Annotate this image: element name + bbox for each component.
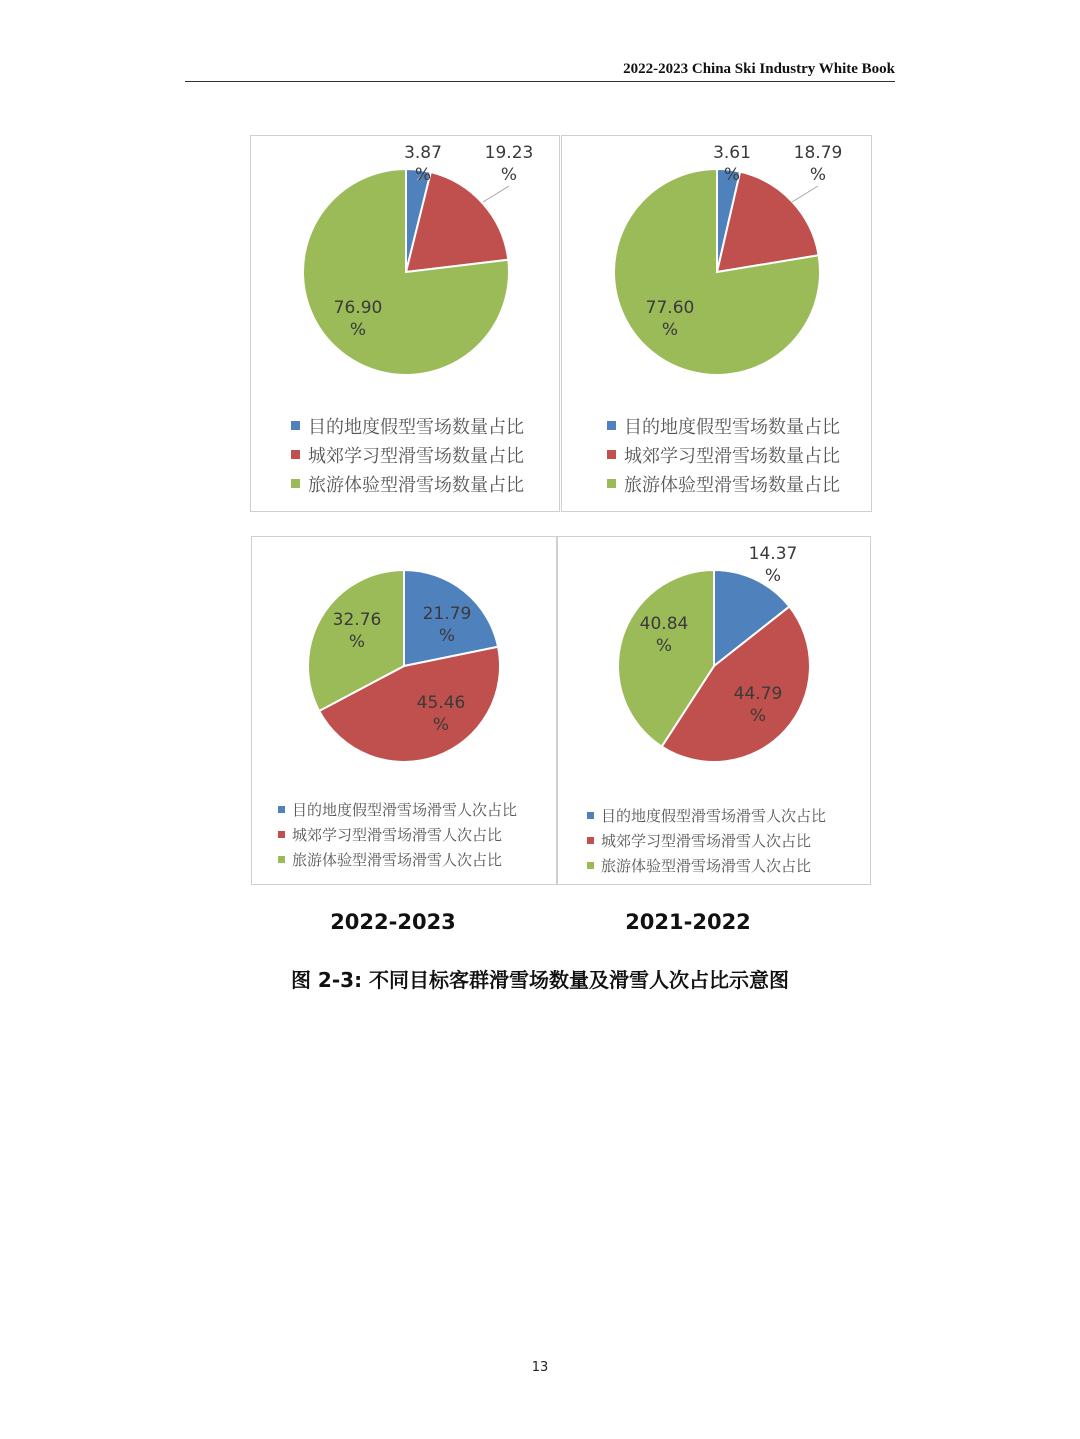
legend-swatch-blue <box>607 421 616 430</box>
legend-swatch-red <box>278 831 285 838</box>
legend-swatch-red <box>587 837 594 844</box>
legend-swatch-green <box>291 479 300 488</box>
page-number: 13 <box>531 1360 549 1375</box>
data-label-line: 45.46 <box>416 693 466 713</box>
data-label-line: % <box>655 636 673 656</box>
chart-panel-resort-count-2021-2022 <box>561 135 872 512</box>
legend-label: 旅游体验型滑雪场滑雪人次占比 <box>292 851 503 869</box>
data-label-line: 3.87 <box>404 143 442 163</box>
legend <box>291 411 524 498</box>
data-label-line: 77.60 <box>645 298 695 318</box>
leader-line <box>792 186 818 202</box>
legend-label: 城郊学习型滑雪场数量占比 <box>308 445 524 467</box>
legend-item <box>291 411 524 440</box>
legend-label: 目的地度假型滑雪场滑雪人次占比 <box>292 801 518 819</box>
data-label-line: % <box>500 165 518 185</box>
data-label-line: 19.23 <box>484 143 534 163</box>
legend-label: 目的地度假型滑雪场滑雪人次占比 <box>601 807 827 825</box>
legend-swatch-green <box>607 479 616 488</box>
legend-swatch-red <box>607 450 616 459</box>
data-label-line: % <box>438 626 456 646</box>
legend-swatch-blue <box>291 421 300 430</box>
legend-swatch-green <box>278 856 285 863</box>
data-label-line: % <box>749 706 767 726</box>
data-label-line: 76.90 <box>333 298 383 318</box>
running-header-title: 2022-2023 China Ski Industry White Book <box>623 61 895 77</box>
data-label <box>485 143 534 185</box>
legend-swatch-red <box>291 450 300 459</box>
data-label-line: % <box>349 320 367 340</box>
data-label-line: 44.79 <box>733 684 783 704</box>
data-label-line: % <box>809 165 827 185</box>
legend <box>278 797 517 872</box>
legend <box>607 411 840 498</box>
legend-label: 旅游体验型滑雪场数量占比 <box>308 474 524 496</box>
year-label-left: 2022-2023 <box>330 910 456 934</box>
legend-item <box>587 853 826 878</box>
figure-caption: 图 2-3: 不同目标客群滑雪场数量及滑雪人次占比示意图 <box>290 968 790 992</box>
legend-label: 城郊学习型滑雪场滑雪人次占比 <box>292 826 503 844</box>
legend-item <box>587 828 826 853</box>
data-label-line: 3.61 <box>713 143 751 163</box>
legend-item <box>278 797 517 822</box>
legend-label: 城郊学习型滑雪场滑雪人次占比 <box>601 832 812 850</box>
legend-swatch-green <box>587 862 594 869</box>
chart-panel-skier-visits-2021-2022 <box>557 536 871 885</box>
data-label-line: 14.37 <box>748 544 798 564</box>
data-label <box>794 143 843 185</box>
leader-line <box>483 186 509 202</box>
header-rule <box>185 81 895 82</box>
data-label-line: % <box>764 566 782 586</box>
chart-panel-skier-visits-2022-2023 <box>251 536 557 885</box>
legend-label: 旅游体验型滑雪场滑雪人次占比 <box>601 857 812 875</box>
chart-panel-resort-count-2022-2023 <box>250 135 560 512</box>
legend-label: 目的地度假型雪场数量占比 <box>624 416 840 438</box>
data-label-line: 40.84 <box>639 614 689 634</box>
legend-item <box>607 411 840 440</box>
legend-swatch-blue <box>278 806 285 813</box>
data-label-line: % <box>414 165 432 185</box>
data-label-line: % <box>661 320 679 340</box>
legend-item <box>278 847 517 872</box>
legend-item <box>607 440 840 469</box>
legend-label: 目的地度假型雪场数量占比 <box>308 416 524 438</box>
data-label-line: 18.79 <box>793 143 843 163</box>
legend-label: 旅游体验型滑雪场数量占比 <box>624 474 840 496</box>
year-label-right: 2021-2022 <box>625 910 751 934</box>
data-label-line: 21.79 <box>422 604 472 624</box>
legend-item <box>278 822 517 847</box>
legend <box>587 803 826 878</box>
legend-item <box>587 803 826 828</box>
data-label-line: % <box>348 632 366 652</box>
data-label-line: % <box>723 165 741 185</box>
legend-swatch-blue <box>587 812 594 819</box>
legend-label: 城郊学习型滑雪场数量占比 <box>624 445 840 467</box>
data-label-line: 32.76 <box>332 610 382 630</box>
legend-item <box>607 469 840 498</box>
data-label-line: % <box>432 715 450 735</box>
legend-item <box>291 469 524 498</box>
legend-item <box>291 440 524 469</box>
